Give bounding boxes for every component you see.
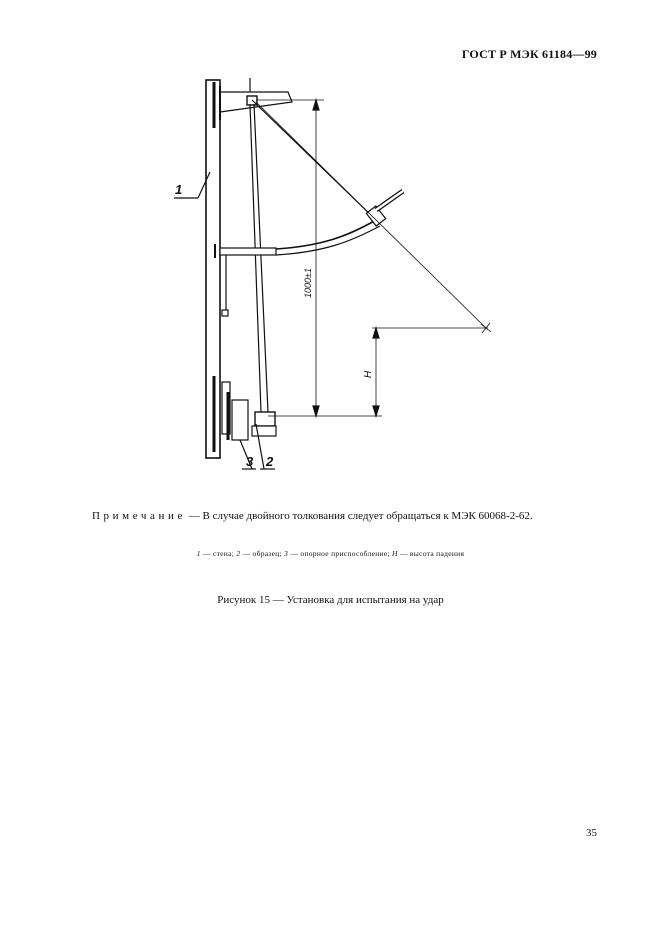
legend-desc-3: опорное приспособление; (300, 549, 393, 558)
note (92, 510, 533, 522)
legend-key-h: H (392, 549, 398, 558)
standard-header: ГОСТ Р МЭК 61184—99 (461, 47, 597, 61)
legend: 1 — стена; 2 — образец; 3 — опорное приспособление; H — высота падения (196, 549, 465, 558)
label-dimension: 1000±1 (303, 268, 313, 298)
note-label: Примечание (92, 510, 186, 522)
legend-desc-h: высота падения (409, 549, 465, 558)
label-support: 3 (246, 454, 254, 469)
label-wall: 1 (175, 182, 183, 197)
label-sample: 2 (266, 454, 274, 469)
legend-key-1: 1 (196, 549, 201, 558)
legend-key-2: 2 (236, 549, 241, 558)
note-text: — В случае двойного толкования следует обращаться к МЭК 60068-2-62. (185, 510, 533, 522)
raised-pendulum-arm (276, 220, 376, 249)
legend-desc-2: образец; (252, 549, 285, 558)
figure-caption: Рисунок 15 — Установка для испытания на удар (217, 594, 444, 606)
legend-desc-1: стена; (212, 549, 237, 558)
legend-key-3: 3 (284, 549, 289, 558)
sample-block (255, 412, 275, 426)
swing-line (256, 102, 486, 328)
middle-crossbar (220, 248, 276, 255)
page-number: 35 (586, 827, 597, 839)
label-height: H (363, 370, 374, 378)
